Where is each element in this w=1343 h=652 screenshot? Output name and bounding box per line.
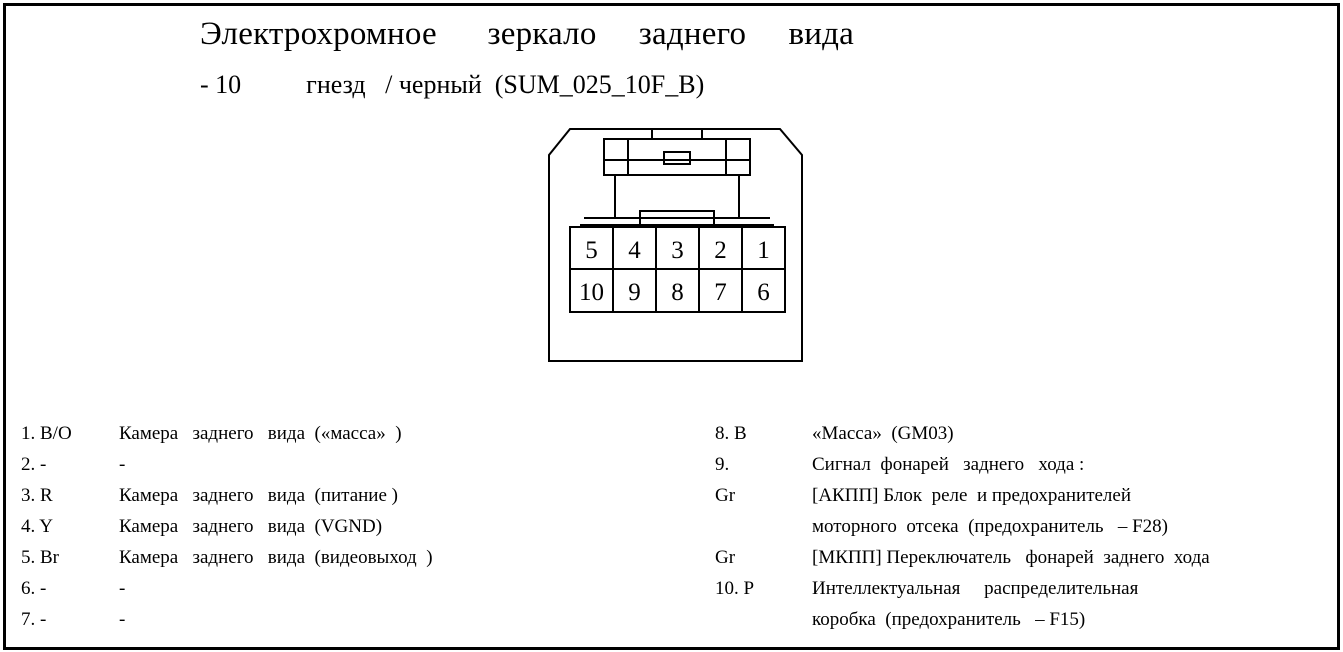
pin-description: Сигнал фонарей заднего хода : bbox=[812, 454, 1085, 475]
latch-nub bbox=[652, 129, 702, 139]
pin-description: Камера заднего вида (питание ) bbox=[119, 485, 398, 506]
pin-row bbox=[21, 449, 661, 480]
pin-cavity-label: 6 bbox=[757, 279, 770, 306]
pin-row bbox=[715, 604, 1330, 635]
latch-body bbox=[604, 139, 750, 175]
pin-description: [МКПП] Переключатель фонарей заднего хода bbox=[812, 547, 1210, 568]
pin-cavity-label: 5 bbox=[585, 237, 598, 264]
pin-cavity-label: 3 bbox=[671, 237, 684, 264]
pin-number: 5. Br bbox=[21, 547, 59, 568]
pin-description: коробка (предохранитель – F15) bbox=[812, 609, 1086, 630]
pin-row bbox=[21, 573, 661, 604]
pin-description: моторного отсека (предохранитель – F28) bbox=[812, 516, 1168, 537]
pin-description: Камера заднего вида (видеовыход ) bbox=[119, 547, 433, 568]
pin-number: 1. B/O bbox=[21, 423, 72, 444]
connector-diagram bbox=[540, 120, 810, 365]
pin-description: Камера заднего вида («масса» ) bbox=[119, 423, 402, 444]
pin-list-left bbox=[21, 418, 661, 635]
pin-row bbox=[21, 604, 661, 635]
pin-number: 2. - bbox=[21, 454, 47, 475]
pin-row bbox=[715, 418, 1330, 449]
pin-description: - bbox=[119, 609, 126, 630]
pin-cavity-label: 9 bbox=[628, 279, 641, 306]
pin-number: 9. bbox=[715, 454, 730, 475]
pin-number: Gr bbox=[715, 547, 736, 568]
connector-subtitle: - 10 гнезд / черный (SUM_025_10F_B) bbox=[200, 70, 705, 99]
pin-description: [АКПП] Блок реле и предохранителей bbox=[812, 485, 1132, 506]
page-title: Электрохромное зеркало заднего вида bbox=[200, 16, 854, 52]
pin-list-right bbox=[715, 418, 1330, 635]
pin-number: 4. Y bbox=[21, 516, 54, 537]
pin-cavity-label: 4 bbox=[628, 237, 641, 264]
pin-row bbox=[21, 418, 661, 449]
pin-cavity-label: 8 bbox=[671, 279, 684, 306]
pin-description: Интеллектуальная распределительная bbox=[812, 578, 1139, 599]
pin-row bbox=[715, 542, 1330, 573]
pin-description: - bbox=[119, 454, 126, 475]
pin-number: Gr bbox=[715, 485, 736, 506]
pin-row bbox=[715, 511, 1330, 542]
pin-number: 10. P bbox=[715, 578, 755, 599]
pin-cavity-label: 1 bbox=[757, 237, 770, 264]
pin-row bbox=[715, 449, 1330, 480]
pin-cavity-label: 7 bbox=[714, 279, 727, 306]
pin-row bbox=[21, 480, 661, 511]
pin-row bbox=[715, 480, 1330, 511]
latch-slot bbox=[664, 152, 690, 164]
pin-number: 7. - bbox=[21, 609, 47, 630]
pin-cavity-label: 10 bbox=[579, 279, 604, 306]
pin-description: Камера заднего вида (VGND) bbox=[119, 516, 383, 537]
pin-row bbox=[21, 542, 661, 573]
pin-number: 3. R bbox=[21, 485, 53, 506]
pin-number: 6. - bbox=[21, 578, 47, 599]
pin-cavity-label: 2 bbox=[714, 237, 727, 264]
pin-row bbox=[21, 511, 661, 542]
pin-description: - bbox=[119, 578, 126, 599]
pin-description: «Масса» (GM03) bbox=[812, 423, 954, 444]
pin-number: 8. B bbox=[715, 423, 747, 444]
pin-row bbox=[715, 573, 1330, 604]
